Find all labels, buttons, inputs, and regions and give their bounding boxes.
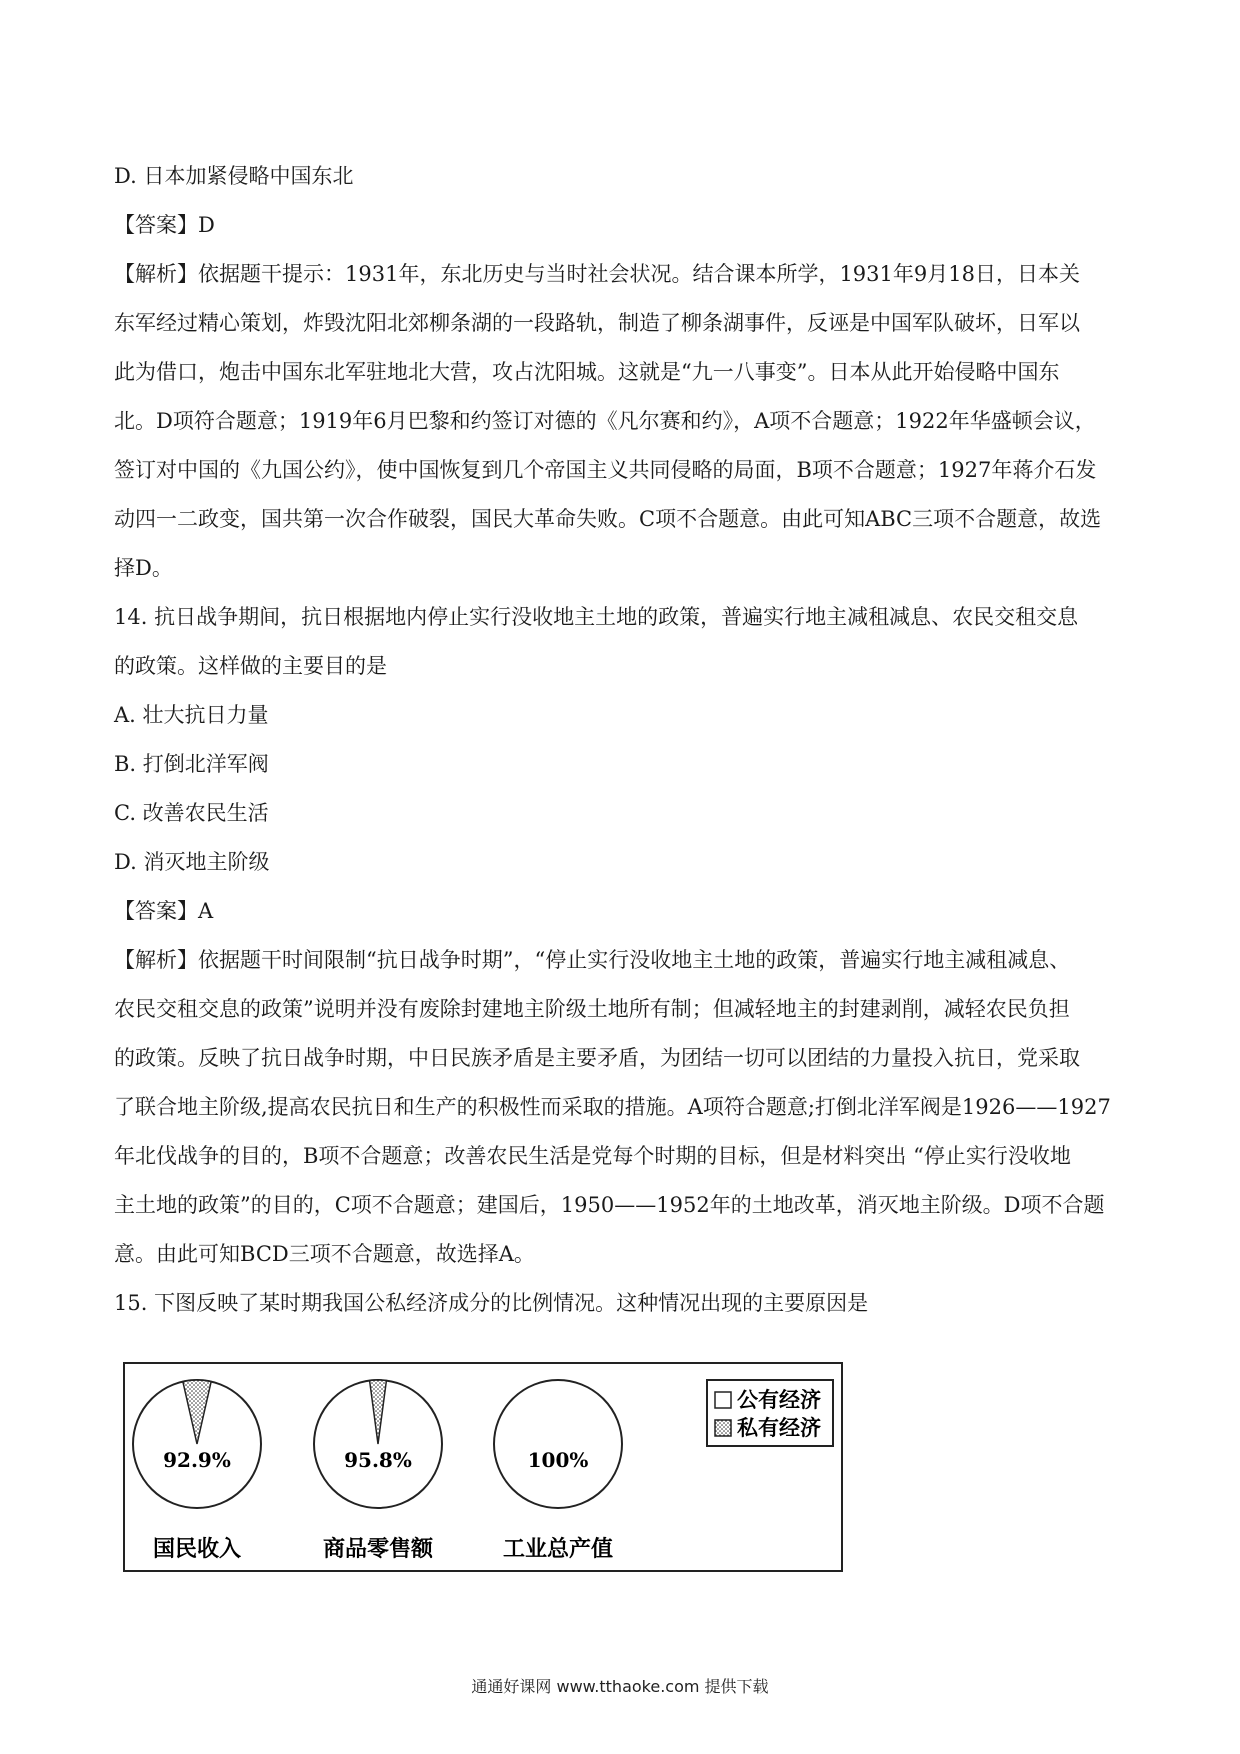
legend-label-public: 公有经济 [737,1387,821,1412]
pie-category-label: 商品零售额 [322,1536,434,1562]
question-stem-line: 的政策。这样做的主要目的是 [114,654,387,678]
q14-option-c: C. 改善农民生活 [114,801,269,825]
pie-chart-figure [123,1362,843,1572]
q14-option-b: B. 打倒北洋军阀 [114,752,269,776]
analysis-line: 农民交租交息的政策”说明并没有废除封建地主阶级土地所有制；但减轻地主的封建剥削，减轻农民负担 [114,997,1070,1021]
chart-legend [707,1380,833,1446]
analysis-line: 了联合地主阶级,提高农民抗日和生产的积极性而采取的措施。A项符合题意;打倒北洋军阀是1926——1927 [114,1095,1111,1119]
analysis-line: 【解析】依据题干时间限制“抗日战争时期”，“停止实行没收地主土地的政策，普遍实行地主减租减息、 [114,948,1071,972]
pie-value-label: 100% [527,1448,589,1472]
q13-answer: 【答案】D [114,213,215,237]
analysis-line: 择D。 [114,556,173,580]
analysis-line: 意。由此可知BCD三项不合题意，故选择A。 [114,1242,535,1266]
pie-slice-public [494,1380,622,1508]
q14-option-a: A. 壮大抗日力量 [114,703,269,727]
legend-label-private: 私有经济 [737,1415,821,1440]
page-content [114,152,1124,1328]
pie-category-label: 国民收入 [152,1536,242,1562]
analysis-line: 北。D项符合题意；1919年6月巴黎和约签订对德的《凡尔赛和约》，A项不合题意；1922年华盛顿会议， [114,409,1096,433]
analysis-line: 此为借口，炮击中国东北军驻地北大营，攻占沈阳城。这就是“九一八事变”。日本从此开始侵略中国东 [114,360,1060,384]
q14-answer: 【答案】A [114,899,214,923]
analysis-line: 【解析】依据题干提示：1931年，东北历史与当时社会状况。结合课本所学，1931年9月18日，日本关 [114,262,1080,286]
analysis-line: 签订对中国的《九国公约》，使中国恢复到几个帝国主义共同侵略的局面，B项不合题意；1927年蒋介石发 [114,458,1097,482]
pie-category-label: 工业总产值 [502,1536,614,1562]
q14-stem [114,593,1124,691]
q14-option-d: D. 消灭地主阶级 [114,850,270,874]
analysis-line: 动四一二政变，国共第一次合作破裂，国民大革命失败。C项不合题意。由此可知ABC三项不合题意，故选 [114,507,1102,531]
pie-value-label: 92.9% [163,1448,231,1472]
legend-swatch-public [715,1392,731,1408]
legend-swatch-private [715,1420,731,1436]
analysis-line: 主土地的政策”的目的，C项不合题意；建国后，1950——1952年的土地改革，消灭地主阶级。D项不合题 [114,1193,1105,1217]
pie-chart-svg [125,1364,841,1570]
pie-value-label: 95.8% [344,1448,412,1472]
analysis-line: 东军经过精心策划，炸毁沈阳北郊柳条湖的一段路轨，制造了柳条湖事件，反诬是中国军队破坏，日军以 [114,311,1080,335]
question-stem-line: 14. 抗日战争期间，抗日根据地内停止实行没收地主土地的政策，普遍实行地主减租减息、农民交租交息 [114,605,1079,629]
analysis-line: 年北伐战争的目的，B项不合题意；改善农民生活是党每个时期的目标，但是材料突出 “停止实行没收地 [114,1144,1071,1168]
page-footer: 通通好课网 www.tthaoke.com 提供下载 [471,1677,769,1696]
q15-stem: 15. 下图反映了某时期我国公私经济成分的比例情况。这种情况出现的主要原因是 [114,1291,869,1315]
q13-analysis [114,250,1124,593]
analysis-line: 的政策。反映了抗日战争时期，中日民族矛盾是主要矛盾，为团结一切可以团结的力量投入抗日，党采取 [114,1046,1080,1070]
q13-option-d: D. 日本加紧侵略中国东北 [114,164,354,188]
q14-analysis [114,936,1124,1279]
